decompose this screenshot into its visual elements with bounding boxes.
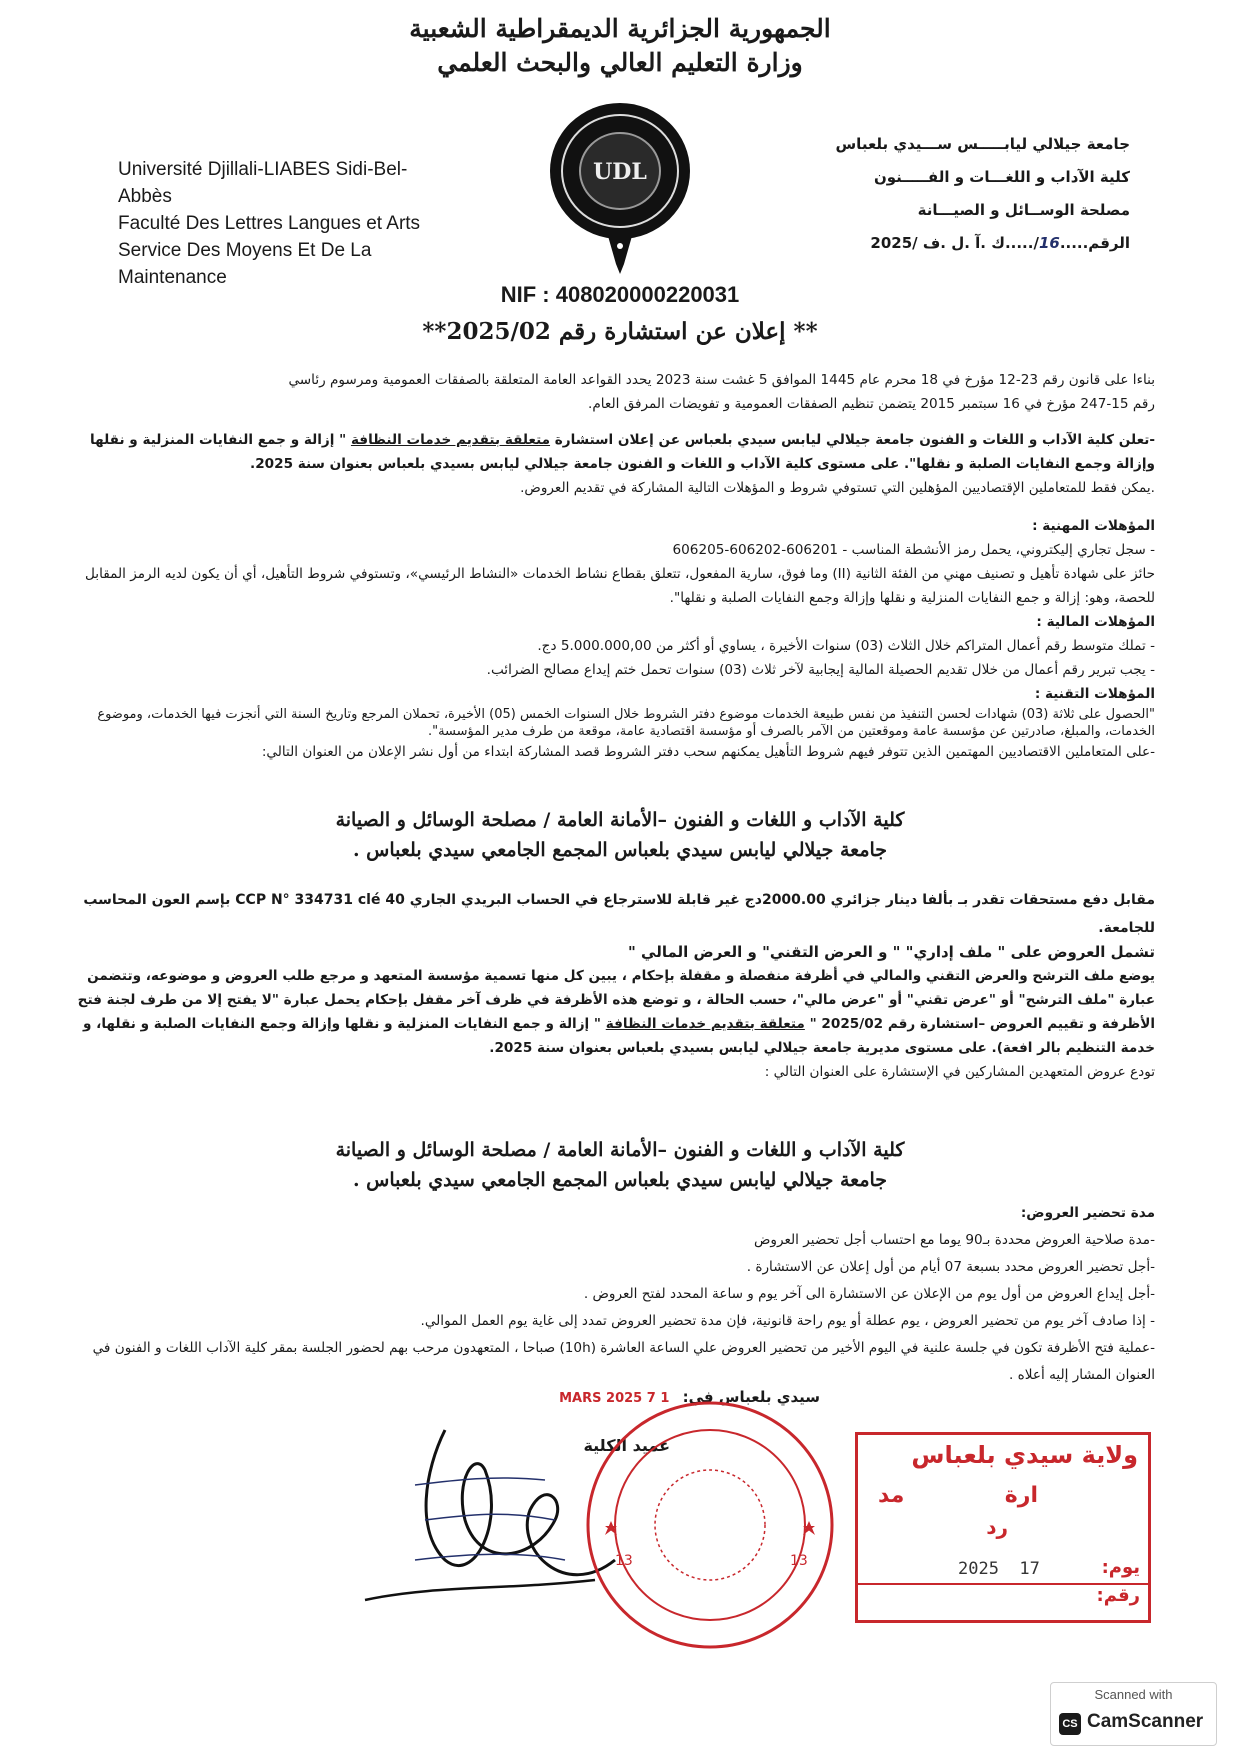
registration-stamp (855, 1432, 1151, 1623)
svg-text:13: 13 (615, 1553, 633, 1569)
address-line: جامعة جيلالي ليابس سيدي بلعباس المجمع الجامعي سيدي بلعباس . (352, 1169, 888, 1191)
professional-item: - سجل تجاري إليكتروني، يحمل رمز الأنشطة المناسب - 606201-606202-606205 (672, 542, 1155, 558)
announcement-part: " إزالة و جمع النفايات المنزلية و نقلها وإزالة وجمع النفايات الصلبة و نقلها". على مستوى كلية الآداب و اللغات و الفنون جامعة جيلالي ليابس بسيدي بلعباس بعنوان سنة 2025. (90, 432, 1155, 472)
camscanner-logo-icon: CS (1059, 1713, 1081, 1735)
technical-title: المؤهلات التقنية : (1034, 686, 1155, 702)
stamp-divider (858, 1583, 1148, 1585)
announcement-part: -تعلن كلية الآداب و اللغات و الفنون جامعة جيلالي ليابس سيدي بلعباس عن إعلان استشارة (550, 432, 1155, 448)
offers-subject: متعلقة بتقديم خدمات النظافة (605, 1016, 805, 1032)
service-name-ar: مصلحة الوســائل و الصيـــانة (917, 201, 1130, 219)
intro-paragraph (70, 368, 1155, 416)
technical-item: "الحصول على ثلاثة (03) شهادات لحسن التنفيذ من نفس طبيعة الخدمات موضوع دفتر الشروط خلال السنوات الخمس (05) الأخيرة، تحملان المرجع وتاريخ السنة التي أنجزت فيها الخدمات، وموضوع الخدمات، والمبلغ، صادرتين عن مؤسسة عامة وموقعتين من الآمر بالصرف أو مؤسسة اقتصادية عامة، موقعة من طرف مدير المؤسسة". (97, 707, 1155, 739)
financial-title: المؤهلات المالية : (1036, 614, 1155, 630)
announcement-subject: متعلقة بتقديم خدمات النظافة (350, 432, 551, 448)
university-name-ar: جامعة جيلالي ليابـــــس ســـيدي بلعباس (835, 135, 1130, 153)
financial-item: - تملك متوسط رقم أعمال المتراكم خلال الثلاث (03) سنوات الأخيرة ، يساوي أو أكثر من 5.000.000,00 دج. (537, 638, 1155, 654)
duration-item: -عملية فتح الأظرفة تكون في جلسة علنية في اليوم الأخير من تحضير العروض علي الساعة العاشرة (10h) صباحا ، المتعهدون مرحب بهم لحضور الجلسة بمقر كلية الآداب اللغات و الفنون في العنوان المشار إليه أعلاه . (92, 1340, 1155, 1383)
stamp-line: رد (986, 1515, 1008, 1539)
university-name-fr: Université Djillali-LIABES Sidi-Bel-Abbès (118, 159, 408, 207)
dean-label: عميد الكلية (583, 1436, 670, 1455)
duration-item: -أجل تحضير العروض محدد بسبعة 07 أيام من أول إعلان عن الاستشارة . (746, 1259, 1155, 1275)
technical-item: -على المتعاملين الاقتصاديين المهتمين الذين تتوفر فيهم شروط التأهيل يمكنهم سحب دفتر الشروط قصد المشاركة ابتداء من أول نشر الإعلان من العنوان التالي: (261, 744, 1155, 760)
address-line: كلية الآداب و اللغات و الفنون –الأمانة العامة / مصلحة الوسائل و الصيانة (335, 1139, 905, 1161)
svg-text:13: 13 (790, 1553, 808, 1569)
camscanner-brand: CamScanner (1087, 1711, 1204, 1732)
address-block (150, 805, 1090, 865)
intro-line: بناءا على قانون رقم 23-12 مؤرخ في 18 محرم عام 1445 الموافق 5 غشت سنة 2023 يحدد القواعد العامة المتعلقة بالصفقات العمومية ومرسوم رئاسي (288, 372, 1155, 388)
camscanner-badge (1050, 1682, 1217, 1746)
round-seal-icon (575, 1395, 845, 1655)
offers-deposit: تودع عروض المتعهدين المشاركين في الإستشارة على العنوان التالي : (764, 1064, 1155, 1080)
stamp-line: مد (878, 1483, 905, 1508)
offers-intro: تشمل العروض على " ملف إداري" " و العرض التقني" و العرض المالي " (628, 943, 1155, 961)
republic-header: الجمهورية الجزائرية الديمقراطية الشعبية (409, 14, 831, 43)
document-title: ** إعلان عن استشارة رقم 2025/02** (422, 318, 818, 345)
faculty-name-fr: Faculté Des Lettres Langues et Arts (118, 213, 421, 234)
scanned-with-label: Scanned with (1094, 1687, 1173, 1702)
offers-paragraph (70, 964, 1155, 1060)
place-label: سيدي بلعباس في: (682, 1388, 820, 1406)
address-line: جامعة جيلالي ليابس سيدي بلعباس المجمع الجامعي سيدي بلعباس . (352, 839, 888, 861)
reference-line (760, 227, 1130, 260)
address-line: كلية الآداب و اللغات و الفنون –الأمانة العامة / مصلحة الوسائل و الصيانة (335, 809, 905, 831)
stamp-line: ولاية سيدي بلعباس (911, 1441, 1138, 1469)
stamp-day-label: يوم: (1101, 1557, 1140, 1578)
professional-item: حائز على شهادة تأهيل و تصنيف مهني من الفئة الثانية (II) وما فوق، سارية المفعول، تتعلق بقطاع نشاط الخدمات «النشاط الرئيسي»، وتستوفي شروط التأهيل، أي أن يكون لديه الرمز المقابل للحصة، وهو: إزالة و جمع النفايات المنزلية و نقلها وإزالة وجمع النفايات الصلبة و نقلها". (85, 566, 1155, 606)
duration-section (70, 1200, 1155, 1389)
address-block-deposit (150, 1135, 1090, 1195)
stamp-line: ارة (1004, 1483, 1038, 1508)
ministry-header: وزارة التعليم العالي والبحث العلمي (437, 48, 803, 77)
payment-paragraph: مقابل دفع مستحقات تقدر بـ بألفا دينار جزائري 2000.00دج غير قابلة للاسترجاع في الحساب البريدي الجاري CCP N° 334731 clé 40 بإسم العون المحاسب للجامعة. (83, 892, 1155, 936)
stamp-date: 2025 17 (958, 1559, 1040, 1579)
duration-item: -مدة صلاحية العروض محددة بـ90 يوما مع احتساب أجل تحضير العروض (753, 1232, 1155, 1248)
offers-section (70, 940, 1155, 1084)
financial-item: - يجب تبرير رقم أعمال من خلال تقديم الحصيلة المالية إيجابية لآخر ثلاث (03) سنوات تحمل ختم إيداع مصالح الضرائب. (486, 662, 1155, 678)
university-logo-icon (520, 96, 720, 286)
reference-number: 16 (1038, 234, 1060, 252)
announcement-text (70, 428, 1155, 476)
faculty-name-ar: كلية الآداب و اللغـــات و الفـــــنون (873, 168, 1130, 186)
offers-part: يوضع ملف الترشح والعرض التقني والمالي في أظرفة منفصلة و مقفلة بإحكام ، يبين كل منها تسمية مؤسسة المتعهد و مرجع طلب العروض و موضوعه، وتتضمن عبارة "ملف الترشح" أو "عرض تقني" أو "عرض مالي"، حسب الحالة ، و توضع هذه الأظرفة في ظرف آخر مقفل بإحكام يحمل عبارة "لا يفتح إلا من طرف لجنة فتح الأظرفة و تقييم العروض –استشارة رقم 2025/02 " (77, 968, 1155, 1032)
date-stamp: 1 7 MARS 2025 (559, 1391, 670, 1406)
duration-item: -أجل إيداع العروض من أول يوم من الإعلان عن الاستشارة الى آخر يوم و ساعة المحدد لفتح العروض . (583, 1286, 1155, 1302)
svg-text:UDL: UDL (593, 159, 647, 185)
duration-title: مدة تحضير العروض: (1020, 1205, 1155, 1221)
offers-part: " إزالة و جمع النفايات المنزلية و نقلها وإزالة وجمع النفايات الصلبة و نقلها، و خدمة التنظيم بالر افعة). على مستوى مديرية جامعة جيلالي ليابس بسيدي بلعباس بعنوان سنة 2025. (82, 1016, 1155, 1056)
institution-french (118, 156, 448, 291)
reference-suffix: /.....ك .آ .ل .ف /2025 (870, 234, 1039, 252)
professional-title: المؤهلات المهنية : (1032, 518, 1155, 534)
service-name-fr: Service Des Moyens Et De La Maintenance (118, 240, 372, 288)
eligibility-text: .يمكن فقط للمتعاملين الإقتصاديين المؤهلين التي تستوفي شروط و المؤهلات التالية المشاركة في تقديم العروض. (520, 480, 1155, 496)
stamp-number-label: رقم: (1096, 1585, 1140, 1606)
duration-item: - إذا صادف آخر يوم من تحضير العروض ، يوم عطلة أو يوم راحة قانونية، فإن مدة تحضير العروض تمدد إلى غاية يوم العمل الموالي. (420, 1313, 1155, 1329)
announcement-paragraph (70, 428, 1155, 500)
intro-line: رقم 15-247 مؤرخ في 16 سبتمبر 2015 يتضمن تنظيم الصفقات العمومية و تفويضات المرفق العام. (588, 396, 1155, 412)
qualifications-section (70, 514, 1155, 764)
nif-number: NIF : 408020000220031 (500, 282, 740, 307)
reference-label: الرقم..... (1059, 234, 1130, 252)
institution-arabic (760, 128, 1130, 260)
